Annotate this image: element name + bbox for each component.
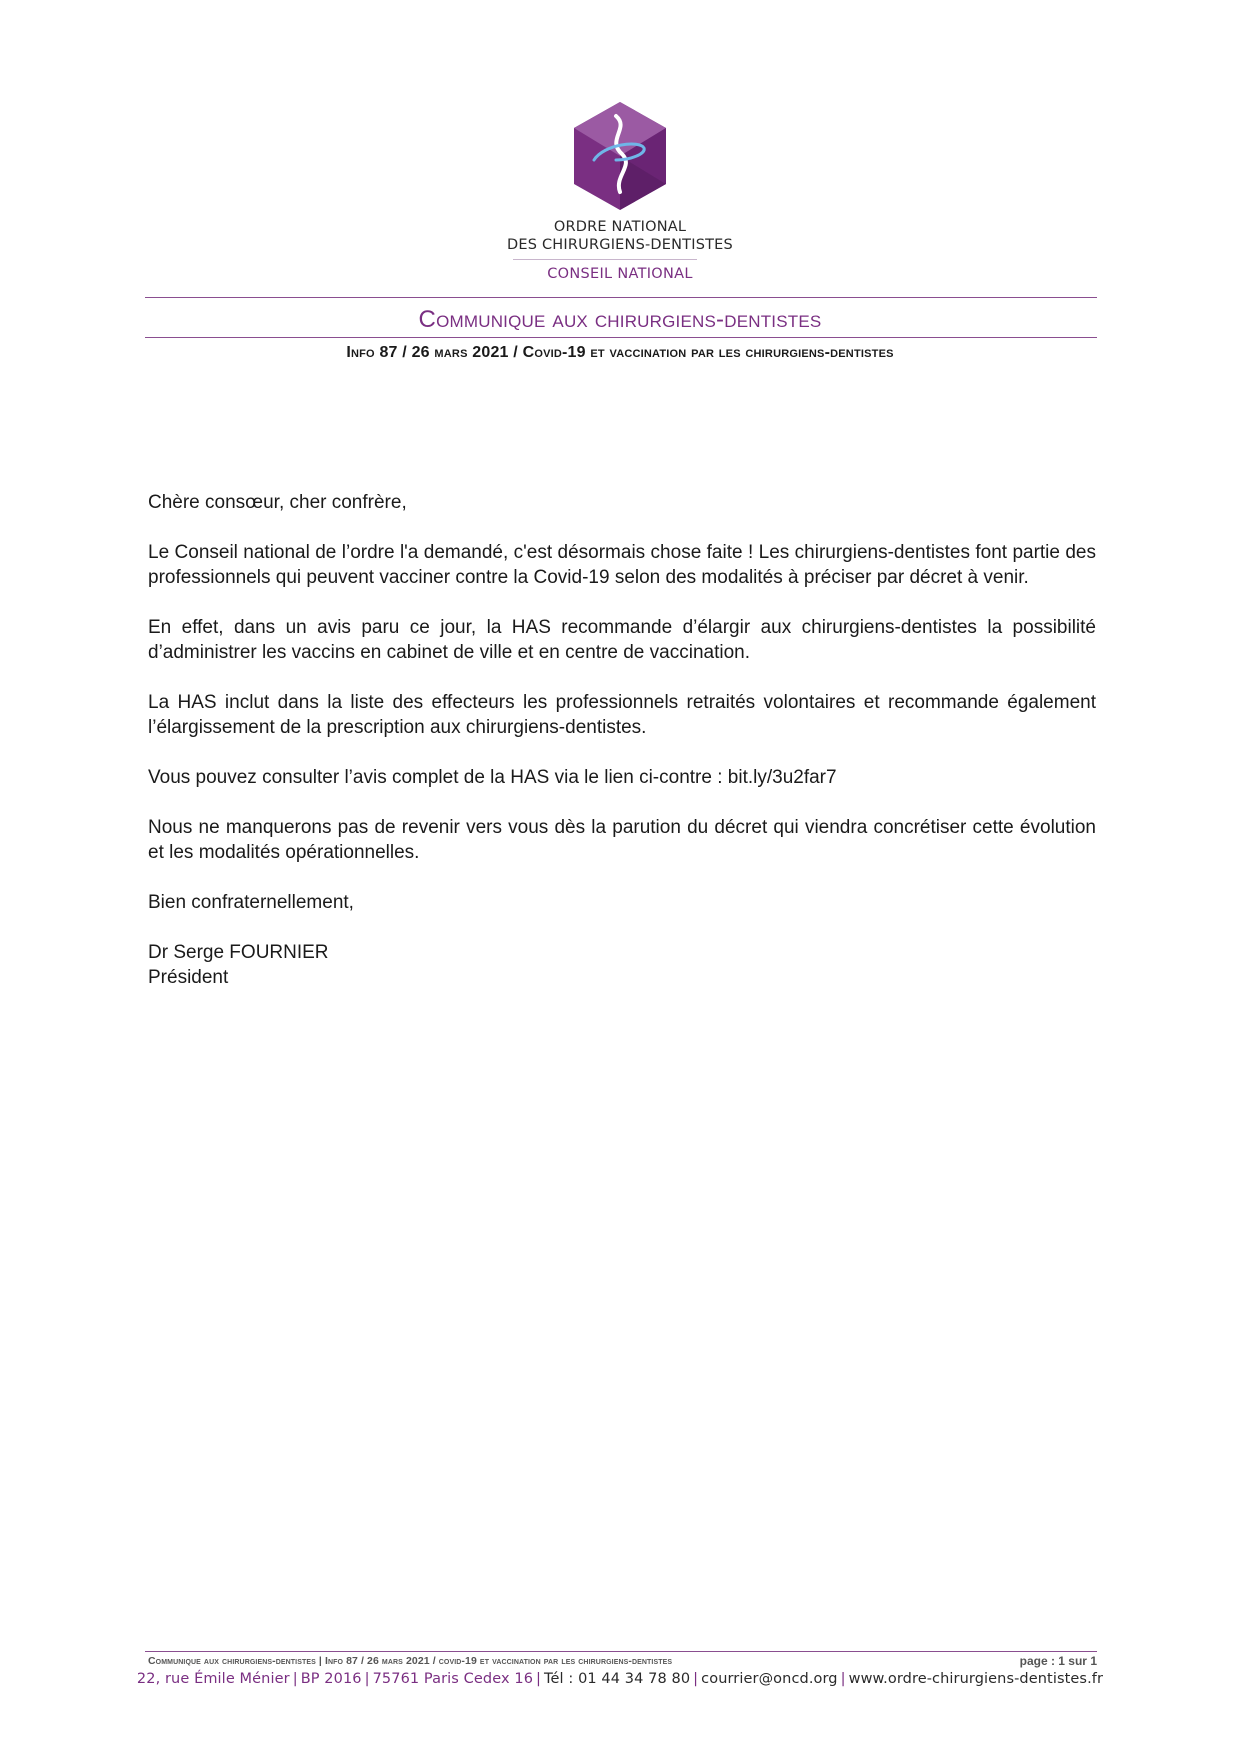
- paragraph-2: En effet, dans un avis paru ce jour, la HAS recommande d’élargir aux chirurgiens-dentistes la possibilité d’administrer les vaccins en cabinet de ville et en centre de vaccination.: [148, 617, 1096, 663]
- website-link[interactable]: www.ordre-chirurgiens-dentistes.fr: [848, 1671, 1104, 1687]
- signature-block: [148, 940, 1096, 990]
- footer-address: 22, rue Émile Ménier | BP 2016 | 75761 Paris Cedex 16 | Tél : 01 44 34 78 80 | courrier@oncd.org | www.ordre-chirurgiens-dentistes.fr: [136, 1671, 1104, 1687]
- page-title: Communique aux chirurgiens-dentistes: [418, 306, 822, 333]
- footer-rule: [145, 1651, 1097, 1652]
- council-name: CONSEIL NATIONAL: [547, 266, 693, 282]
- email-link[interactable]: courrier@oncd.org: [701, 1671, 838, 1687]
- letter-body: [148, 490, 1096, 990]
- signer-title: Président: [148, 967, 229, 988]
- signer-name: Dr Serge FOURNIER: [148, 942, 329, 963]
- phone: Tél : 01 44 34 78 80: [544, 1671, 691, 1687]
- organization-name: [0, 218, 1240, 254]
- logo-container: [0, 100, 1240, 212]
- street-address: 22, rue Émile Ménier: [136, 1671, 290, 1687]
- city: 75761 Paris Cedex 16: [372, 1671, 534, 1687]
- title-bottom-rule: [145, 337, 1097, 338]
- page-subtitle: Info 87 / 26 mars 2021 / Covid-19 et vaccination par les chirurgiens-dentistes: [346, 344, 894, 361]
- closing: Bien confraternellement,: [148, 892, 354, 913]
- title-top-rule: [145, 297, 1097, 298]
- ondc-hexagon-logo-icon: [570, 100, 670, 212]
- page-number: page : 1 sur 1: [1019, 1654, 1097, 1668]
- paragraph-4: Vous pouvez consulter l’avis complet de la HAS via le lien ci-contre : bit.ly/3u2far7: [148, 767, 837, 788]
- greeting: Chère consœur, cher confrère,: [148, 492, 407, 513]
- footer-reference: Communique aux chirurgiens-dentistes | Info 87 / 26 mars 2021 / covid-19 et vaccination par les chirurgiens-dentistes: [148, 1655, 673, 1667]
- org-divider: [513, 259, 697, 260]
- org-line-2: DES CHIRURGIENS-DENTISTES: [507, 237, 733, 253]
- paragraph-1: Le Conseil national de l’ordre l'a demandé, c'est désormais chose faite ! Les chirurgiens-dentistes font partie des professionnels qui peuvent vacciner contre la Covid-19 selon des modalités à préciser par décret à venir.: [148, 542, 1096, 588]
- org-line-1: ORDRE NATIONAL: [553, 219, 687, 235]
- postal-box: BP 2016: [300, 1671, 362, 1687]
- paragraph-3: La HAS inclut dans la liste des effecteurs les professionnels retraités volontaires et recommande également l’élargissement de la prescription aux chirurgiens-dentistes.: [148, 692, 1096, 738]
- paragraph-5: Nous ne manquerons pas de revenir vers vous dès la parution du décret qui viendra concrétiser cette évolution et les modalités opérationnelles.: [148, 817, 1096, 863]
